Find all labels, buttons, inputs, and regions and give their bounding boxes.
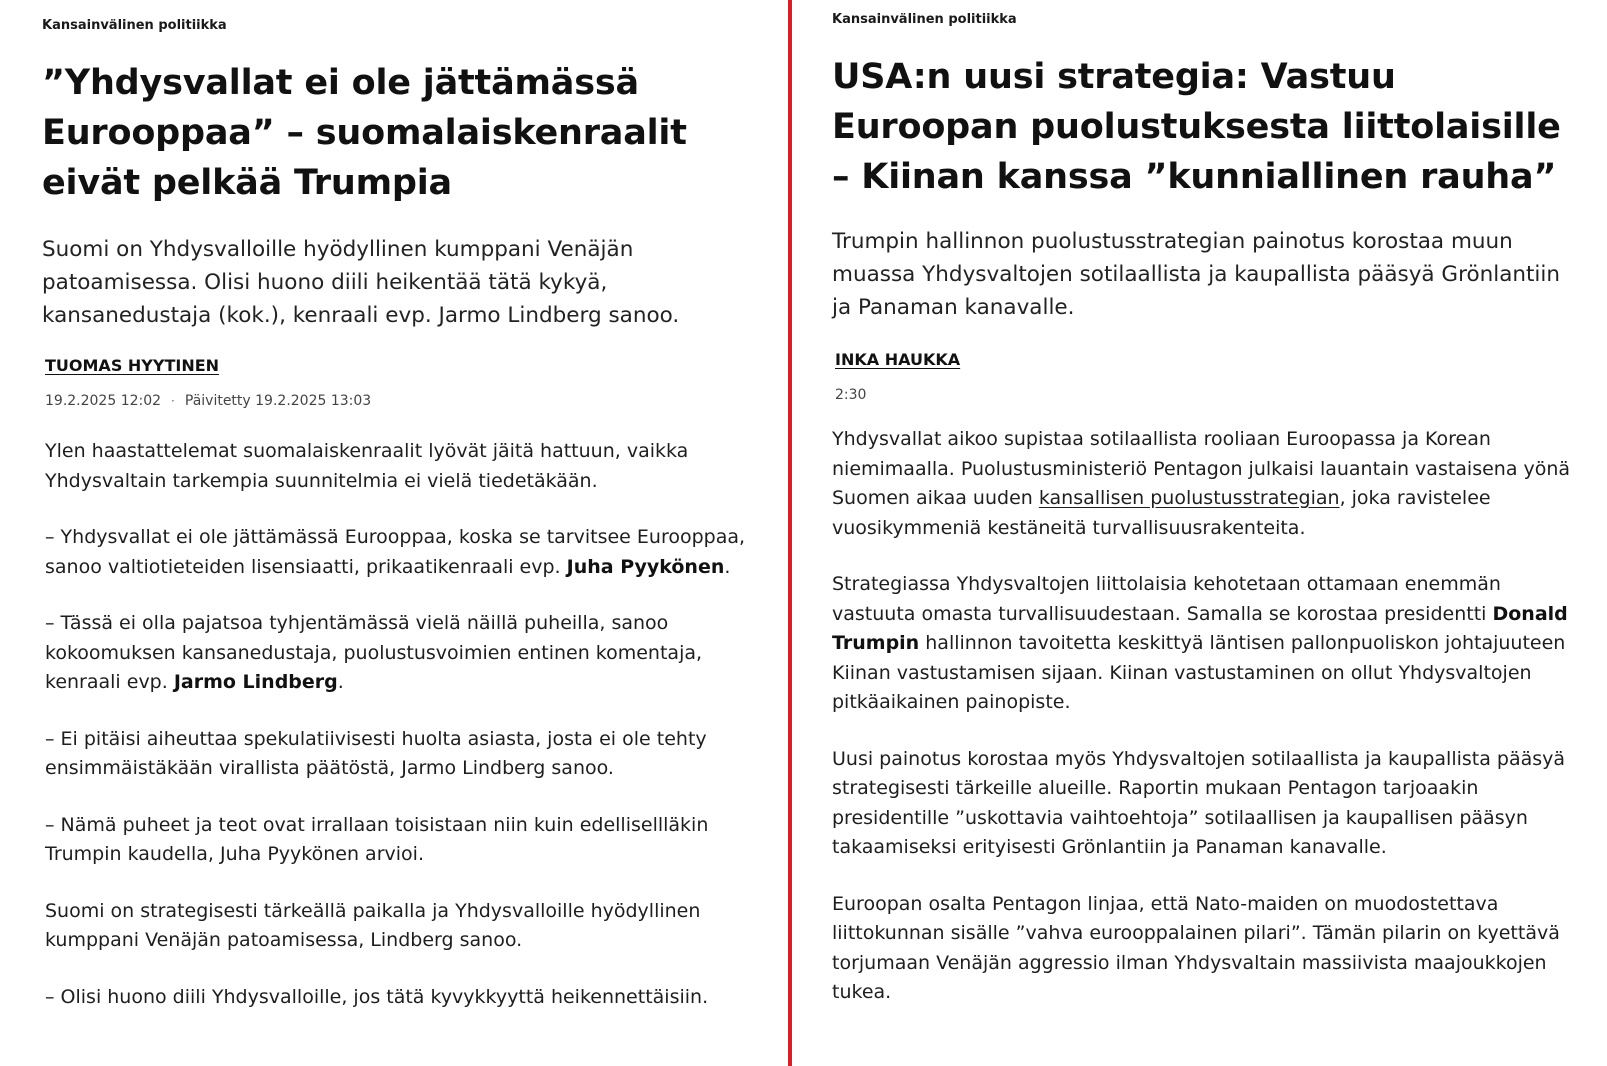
red-divider <box>788 0 792 1066</box>
body-paragraph: Yhdysvallat aikoo supistaa sotilaallista rooliaan Euroopassa ja Korean niemimaalla. Puolustusministeriö Pentagon julkaisi lauantain vastaisena yönä Suomen aikaa uuden kansallisen puolustusstrategian, joka ravistelee vuosikymmeniä kestäneitä turvallisuusrakenteita. <box>832 428 1571 539</box>
body-paragraph: Ylen haastattelemat suomalaiskenraalit lyövät jäitä hattuun, vaikka Yhdysvaltain tarkempia suunnitelmia ei vielä tiedetäkään. <box>45 440 689 492</box>
article-timestamps <box>835 387 1572 403</box>
body-paragraph: – Olisi huono diili Yhdysvalloille, jos tätä kyvykkyyttä heikennettäisiin. <box>45 985 709 1008</box>
body-paragraph: Strategiassa Yhdysvaltojen liittolaisia kehotetaan ottamaan enemmän vastuuta omasta turvallisuudestaan. Samalla se korostaa presidentti Donald Trumpin hallinnon tavoitetta keskittyä läntisen pallonpuoliskon johtajuuteen Kiinan vastustamisen sijaan. Kiinan vastustaminen on ollut Yhdysvaltojen pitkäaikainen painopiste. <box>832 573 1568 713</box>
person-name: Juha Pyykönen <box>566 555 725 578</box>
person-name: Donald Trumpin <box>832 602 1568 654</box>
published-time: 2:30 <box>835 387 867 403</box>
strategy-link[interactable]: kansallisen puolustusstrategian <box>1038 487 1340 509</box>
author-link[interactable]: TUOMAS HYYTINEN <box>45 356 220 375</box>
meta-separator: · <box>171 394 175 408</box>
body-paragraph: Suomi on strategisesti tärkeällä paikalla ja Yhdysvalloille hyödyllinen kumppani Venäjän patoamisessa, Lindberg sanoo. <box>45 899 701 951</box>
article-body <box>45 437 772 1012</box>
published-time: 19.2.2025 12:02 <box>45 393 162 409</box>
article-lead: Suomi on Yhdysvalloille hyödyllinen kumppani Venäjän patoamisessa. Olisi huono diili heikentää tätä kykyä, kansanedustaja (kok.), kenraali evp. Jarmo Lindberg sanoo. <box>42 237 680 328</box>
body-paragraph: – Yhdysvallat ei ole jättämässä Eurooppaa, koska se tarvitsee Eurooppaa, sanoo valtiotieteiden lisensiaatti, prikaatikenraali evp. Juha Pyykönen. <box>45 526 746 578</box>
body-paragraph: – Ei pitäisi aiheuttaa spekulatiivisesti huolta asiasta, josta ei ole tehty ensimmäistäkään virallista päätöstä, Jarmo Lindberg sanoo. <box>45 727 707 779</box>
article-lead: Trumpin hallinnon puolustusstrategian painotus korostaa muun muassa Yhdysvaltojen sotilaallista ja kaupallista pääsyä Grönlantiin ja Panaman kanavalle. <box>832 229 1561 320</box>
body-paragraph: Euroopan osalta Pentagon linjaa, että Nato-maiden on muodostettava liittokunnan sisälle ”vahva eurooppalainen pilari”. Tämän pilarin on kyettävä torjumaan Venäjän aggressio ilman Yhdysvaltain massiivista maajoukkojen tukea. <box>832 892 1560 1003</box>
article-category[interactable]: Kansainvälinen politiikka <box>832 12 1017 27</box>
body-paragraph: – Nämä puheet ja teot ovat irrallaan toisistaan niin kuin edellisellläkin Trumpin kaudella, Juha Pyykönen arvioi. <box>45 813 709 865</box>
article-category[interactable]: Kansainvälinen politiikka <box>42 18 227 33</box>
article-body <box>832 425 1572 1008</box>
article-timestamps <box>45 393 772 409</box>
left-article <box>42 0 772 1012</box>
article-headline: USA:n uusi strategia: Vastuu Euroopan puolustuksesta liittolaisille – Kiinan kanssa ”kunniallinen rauha” <box>832 57 1561 197</box>
updated-time: Päivitetty 19.2.2025 13:03 <box>184 393 372 409</box>
body-paragraph: – Tässä ei olla pajatsoa tyhjentämässä vielä näillä puheilla, sanoo kokoomuksen kansanedustaja, puolustusvoimien entinen komentaja, kenraali evp. Jarmo Lindberg. <box>45 612 703 693</box>
body-paragraph: Uusi painotus korostaa myös Yhdysvaltojen sotilaallista ja kaupallista pääsyä strategisesti tärkeille alueille. Raportin mukaan Pentagon tarjoaakin presidentille ”uskottavia vaihtoehtoja” sotilaallisen ja kaupallisen pääsyn takaamiseksi erityisesti Grönlantiin ja Panaman kanavalle. <box>832 747 1566 858</box>
right-article <box>832 0 1572 1008</box>
author-link[interactable]: INKA HAUKKA <box>835 350 961 369</box>
person-name: Jarmo Lindberg <box>173 671 338 693</box>
article-headline: ”Yhdysvallat ei ole jättämässä Eurooppaa” – suomalaiskenraalit eivät pelkää Trumpia <box>42 63 687 203</box>
